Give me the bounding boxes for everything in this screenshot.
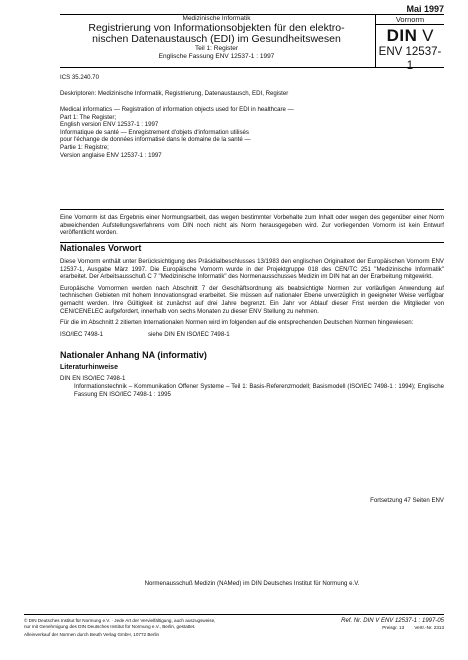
din-v-label xyxy=(376,27,444,45)
continuation-note: Fortsetzung 47 Seiten ENV xyxy=(370,497,444,504)
document-header xyxy=(60,14,444,72)
env-number: ENV 12537-1 xyxy=(378,46,442,72)
literature-ref-id: DIN EN ISO/IEC 7498-1 xyxy=(60,375,126,383)
header-title-block xyxy=(60,15,373,61)
header-title-line2: nischen Datenaustausch (EDI) im Gesundheitswesen xyxy=(92,33,341,45)
reference-number: Ref. Nr. DIN V ENV 12537-1 : 1997-05 xyxy=(341,618,444,624)
header-part: Teil 1: Register xyxy=(195,45,238,52)
vornorm-label: Vornorm xyxy=(376,15,444,25)
normenausschuss-line: Normenausschuß Medizin (NAMed) im DIN Deutsches Institut für Normung e.V. xyxy=(144,580,360,587)
title-fr-4: Version anglaise ENV 12537-1 : 1997 xyxy=(60,151,162,159)
vorwort-paragraph-2: Europäische Vornormen werden nach Abschnitt 7 der Geschäftsordnung als beabsichtigte Normen zur vorläufigen Anwendung auf technischen Gebieten mit hohem Innovationsgrad erarbeitet. Sie müssen auf nationaler Ebene unverzüglich in geeigneter Weise verfügbar gemacht werden. Ihre Gültigkeit ist zunächst auf drei Jahre begrenzt. Ein Jahr vor Ablauf dieser Frist werden die Mitglieder von CEN/CENELEC aufgefordert, innerhalb von sechs Monaten zu dieser ENV Stellung zu nehmen. xyxy=(60,284,444,315)
title-en-3: English version ENV 12537-1 : 1997 xyxy=(60,121,159,129)
reference-iso: ISO/IEC 7498-1 xyxy=(60,330,104,338)
ics-code: ICS 35.240.70 xyxy=(60,74,99,81)
literaturhinweise-heading: Literaturhinweise xyxy=(60,364,118,372)
title-en-2: Part 1: The Register; xyxy=(60,113,117,121)
price-group-line xyxy=(284,625,444,631)
nationales-vorwort-heading: Nationales Vorwort xyxy=(60,243,142,253)
vorwort-paragraph-3: Für die im Abschnitt 2 zitierten Internationalen Normen wird im folgenden auf die entsprechenden Deutschen Normen hingewiesen: xyxy=(60,319,414,327)
din-label: DIN xyxy=(386,26,418,45)
price-group: Preisgr. 13 xyxy=(382,625,405,630)
title-fr-1: Informatique de santé — Enregistrement d'objets d'information utilisés xyxy=(60,128,249,136)
anhang-heading: Nationaler Anhang NA (informativ) xyxy=(60,350,207,361)
publication-date: Mai 1997 xyxy=(406,4,444,14)
vornorm-notice: Eine Vornorm ist das Ergebnis einer Normungsarbeit, das wegen bestimmter Vorbehalte zum Inhalt oder wegen des gegenüber einer Norm abweichenden Aufstellungsverfahrens vom DIN noch nicht als Norm herausgegeben wird. Zur vorliegenden Vornorm ist kein Entwurf veröffentlicht worden. xyxy=(60,209,444,243)
standard-number-box xyxy=(375,15,444,72)
page-footer xyxy=(24,614,444,637)
nationales-vorwort-section xyxy=(60,243,444,398)
copyright-block xyxy=(24,618,274,638)
header-category: Medizinische Informatik xyxy=(182,15,251,22)
title-fr-3: Partie 1: Registre; xyxy=(60,143,109,151)
literature-ref-text: Informationstechnik – Kommunikation Offener Systeme – Teil 1: Basis-Referenzmodell; Basismodell (ISO/IEC 7498-1 : 1994); Englische Fassung EN ISO/IEC 7498-1 : 1995 xyxy=(74,382,444,398)
vorwort-paragraph-1: Diese Vornorm enthält unter Berücksichtigung des Präsidialbeschlusses 13/1983 den englischen Originaltext der Europäischen Vornorm ENV 12537-1, Ausgabe März 1997. Die Europäische Vornorm wurde in der Projektgruppe 018 des CEN/TC 251 "Medizinische Informatik" erarbeitet. Der Arbeitsausschuß C 7 "Medizinische Informatik" des Normenausschusses Medizin im DIN hat an der Erarbeitung mitgewirkt. xyxy=(60,258,444,281)
vertriebs-nummer: Vertr.-Nr. 2313 xyxy=(414,625,444,630)
header-english-version: Englische Fassung ENV 12537-1 : 1997 xyxy=(158,53,275,60)
copyright-line-3: Alleinverkauf der Normen durch Beuth Verlag GmbH, 10772 Berlin xyxy=(24,632,160,637)
v-label: V xyxy=(422,26,434,45)
header-title-line1: Registrierung von Informationsobjekten für den elektro- xyxy=(88,22,345,34)
title-en-1: Medical informatics — Registration of information objects used for EDI in healthcare — xyxy=(60,106,294,113)
reference-din: siehe DIN EN ISO/IEC 7498-1 xyxy=(148,330,230,338)
reference-block xyxy=(284,618,444,631)
title-fr-2: pour l'échange de données informatisé dans le domaine de la santé — xyxy=(60,136,251,144)
copyright-line-1: © DIN Deutsches Institut für Normung e.V. · Jede Art der Vervielfältigung, auch auszugsweise, xyxy=(24,618,216,623)
copyright-line-2: nur mit Genehmigung des DIN Deutsches Institut für Normung e.V., Berlin, gestattet. xyxy=(24,624,196,629)
deskriptoren: Deskriptoren: Medizinische Informatik, Registrierung, Datenaustausch, EDI, Register xyxy=(60,90,289,97)
alternate-titles xyxy=(60,106,444,159)
reference-row xyxy=(60,331,444,339)
